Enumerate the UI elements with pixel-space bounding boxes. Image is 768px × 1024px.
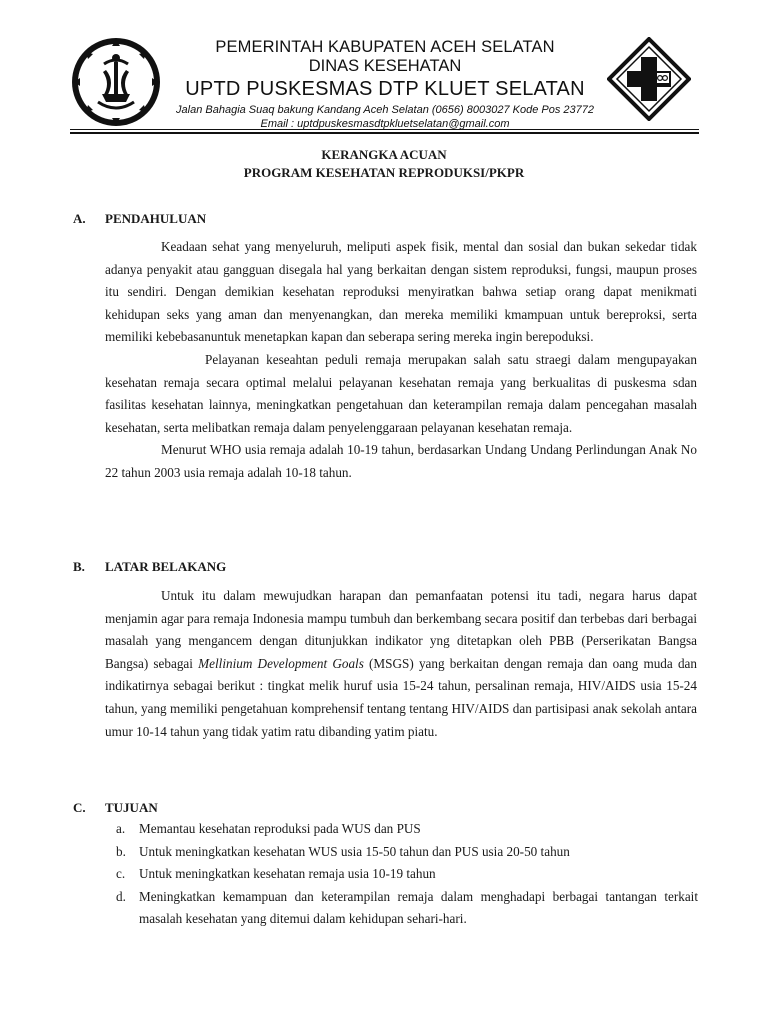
section-b-heading — [73, 559, 226, 575]
list-marker: c. — [116, 866, 126, 882]
letterhead-office: DINAS KESEHATAN — [308, 57, 462, 75]
section-letter: B. — [73, 559, 85, 574]
section-letter: C. — [73, 800, 86, 815]
letterhead-email: Email : uptdpuskesmasdtpkluetselatan@gmail.com — [260, 118, 510, 130]
paragraph: Menurut WHO usia remaja adalah 10-19 tahun, berdasarkan Undang Undang Perlindungan Anak No 22 tahun 2003 usia remaja adalah 10-18 tahun. — [105, 442, 697, 480]
section-b-body — [105, 585, 697, 743]
list-item-text: Memantau kesehatan reproduksi pada WUS dan PUS — [139, 821, 421, 836]
section-title: LATAR BELAKANG — [105, 559, 227, 574]
list-item-text: Meningkatkan kemampuan dan keterampilan remaja dalam menghadapi berbagai tantangan terkait masalah kesehatan yang ditemui dalam kehidupan sehari-hari. — [139, 888, 698, 927]
list-item-text: Untuk meningkatkan kesehatan remaja usia 10-19 tahun — [139, 866, 436, 882]
section-a-body — [105, 236, 697, 485]
letterhead-address: Jalan Bahagia Suaq bakung Kandang Aceh Selatan (0656) 8003027 Kode Pos 23772 — [176, 104, 594, 116]
italic-term: Mellinium Development Goals — [198, 655, 364, 671]
list-item-text: Untuk meningkatkan kesehatan WUS usia 15-50 tahun dan PUS usia 20-50 tahun — [139, 843, 570, 859]
list-item — [116, 886, 698, 931]
section-title: TUJUAN — [105, 800, 158, 815]
list-marker: d. — [116, 888, 126, 904]
list-item — [116, 818, 698, 841]
paragraph-text: (MSGS) yang berkaitan dengan remaja dan oang muda dan indikatirnya sebagai berikut : tingkat melik huruf usia 15-24 tahun, persalinan remaja, HIV/AIDS usia 15-24 tahun, yang memiliki pengetahuan komprehensif tentang tentang HIV/AIDS dan partisipasi anak sekolah antara umur 10-14 tahun yang tidak yatim ratu dibanding yatim piatu. — [105, 655, 697, 739]
aceh-selatan-emblem-icon — [68, 34, 164, 130]
section-a-heading — [73, 211, 206, 227]
section-c-heading — [73, 800, 158, 816]
list-item — [116, 841, 698, 864]
paragraph: Keadaan sehat yang menyeluruh, meliputi aspek fisik, mental dan sosial dan bukan sekedar tidak adanya penyakit atau gangguan disegala hal yang berkaitan dengan sistem reproduksi, fungsi, maupun proses itu sendiri. Dengan demikian kesehatan reproduksi menyiratkan bahwa setiap orang dapat menikmati kehidupan seks yang aman dan menyenangkan, dan mereka memiliki kmampuan untuk bereproksi, serta memiliki kebebasanuntuk menetapkan kapan dan seberapa sering mereka ingin berepoduksi. — [105, 239, 697, 345]
letterhead-rule-thin — [70, 129, 699, 130]
puskesmas-logo-icon — [607, 37, 691, 121]
document-title: KERANGKA ACUAN — [321, 147, 447, 162]
list-item — [116, 863, 698, 886]
list-marker: a. — [116, 821, 126, 836]
letterhead-government: PEMERINTAH KABUPATEN ACEH SELATAN — [215, 38, 555, 56]
section-title: PENDAHULUAN — [105, 211, 207, 226]
objectives-list — [116, 818, 698, 931]
paragraph: Pelayanan keseahtan peduli remaja merupakan salah satu straegi dalam mengupayakan kesehatan remaja secara optimal melalui pelayanan kesehatan remaja yang berkualitas di puskesma sdan fasilitas kesehatan lainnya, meningkatkan pengetahuan dan keterampilan remaja dalam pencegahan masalah kesehatan, serta melibatkan remaja dalam penyelenggaraan pelayanan kesehatan remaja. — [105, 351, 697, 435]
document-subtitle: PROGRAM KESEHATAN REPRODUKSI/PKPR — [243, 165, 525, 180]
letterhead — [160, 38, 610, 131]
paragraph — [105, 585, 697, 743]
letterhead-rule-thick — [70, 132, 699, 134]
section-letter: A. — [73, 211, 86, 226]
paragraph-text: Untuk itu dalam mewujudkan harapan dan pemanfaatan potensi itu tadi, negara harus dapat menjamin agar para remaja Indonesia mampu tumbuh dan berkembang secara positif dan terbebas dari berbagai masalah yang mengancem dengan ditunjukkan indikator yng ditetapkan oleh PBB (Perserikatan Bangsa Bangsa) sebagai — [105, 588, 697, 671]
list-marker: b. — [116, 843, 126, 859]
letterhead-institution: UPTD PUSKESMAS DTP KLUET SELATAN — [185, 78, 585, 100]
